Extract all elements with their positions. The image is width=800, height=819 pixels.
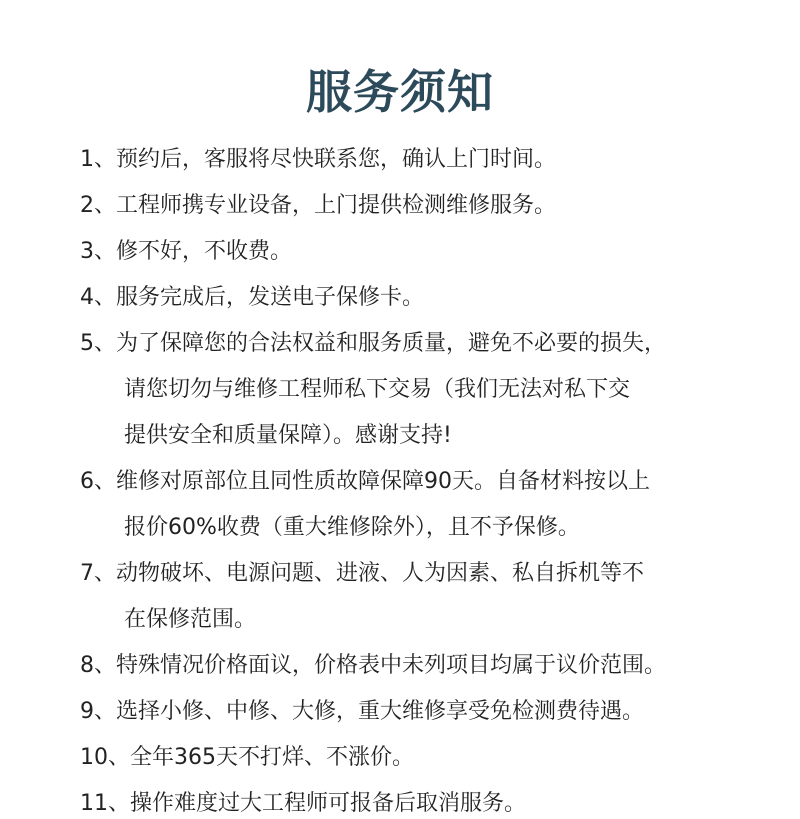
- notice-line-4: 4、服务完成后，发送电子保修卡。: [80, 285, 424, 310]
- notice-line-9: 9、选择小修、中修、大修，重大维修享受免检测费待遇。: [80, 699, 644, 724]
- notice-line-2: 2、工程师携专业设备，上门提供检测维修服务。: [80, 193, 556, 218]
- page-title: 服务须知: [306, 65, 494, 119]
- notice-line-6: 6、维修对原部位且同性质故障保障90天。自备材料按以上: [80, 469, 650, 494]
- notice-line-5: 5、为了保障您的合法权益和服务质量，避免不必要的损失，: [80, 331, 666, 356]
- notice-line-1: 1、预约后，客服将尽快联系您，确认上门时间。: [80, 147, 556, 172]
- notice-line-7-cont: 在保修范围。: [124, 607, 257, 632]
- notice-line-6-cont: 报价60%收费（重大维修除外），且不予保修。: [124, 515, 580, 540]
- notice-line-10: 10、全年365天不打烊、不涨价。: [80, 745, 414, 770]
- notice-line-7: 7、动物破坏、电源问题、进液、人为因素、私自拆机等不: [80, 561, 644, 586]
- notice-line-3: 3、修不好，不收费。: [80, 239, 292, 264]
- notice-line-5-cont-2: 提供安全和质量保障）。感谢支持!: [124, 423, 452, 448]
- notice-line-11: 11、操作难度过大工程师可报备后取消服务。: [80, 791, 526, 816]
- notice-line-5-cont-1: 请您切勿与维修工程师私下交易（我们无法对私下交: [124, 377, 631, 402]
- notice-line-8: 8、特殊情况价格面议，价格表中未列项目均属于议价范围。: [80, 653, 666, 678]
